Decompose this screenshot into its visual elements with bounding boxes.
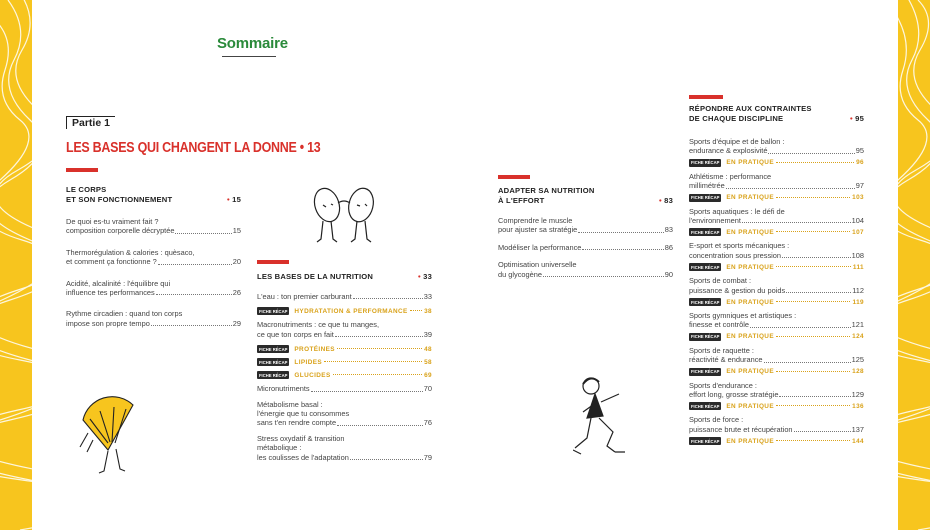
toc-entry-last-line bbox=[257, 292, 432, 301]
toc-entry-last-line bbox=[257, 453, 432, 462]
toc-entry-line: Micronutriments bbox=[257, 384, 310, 394]
dotted-leader bbox=[543, 270, 664, 277]
section-heading[interactable] bbox=[689, 104, 864, 124]
toc-entry-line: E-sport et sports mécaniques : bbox=[689, 241, 790, 251]
toc-entry-line: Sports d'équipe et de ballon : bbox=[689, 137, 785, 146]
section-accent-bar bbox=[689, 95, 723, 99]
page-number: 29 bbox=[232, 318, 241, 328]
toc-entry[interactable] bbox=[689, 172, 864, 191]
fiche-recap-item[interactable] bbox=[689, 194, 864, 202]
dotted-leader bbox=[776, 336, 850, 337]
dotted-leader bbox=[726, 181, 855, 188]
dotted-leader bbox=[786, 286, 851, 293]
page-number: 111 bbox=[852, 263, 864, 271]
section-heading-line: DE CHAQUE DISCIPLINE bbox=[689, 114, 784, 123]
page-number: 79 bbox=[423, 452, 432, 462]
toc-entry-line: Acidité, alcalinité : l'équilibre qui bbox=[66, 278, 171, 288]
fiche-recap-badge: FICHE RÉCAP bbox=[691, 229, 720, 235]
toc-entry[interactable] bbox=[689, 276, 864, 295]
toc-entry-last-line bbox=[689, 286, 864, 295]
dotted-leader bbox=[175, 226, 231, 233]
bullet-dot: • bbox=[658, 196, 665, 205]
toc-entry-line: réactivité & endurance bbox=[689, 355, 763, 365]
toc-entry-last-line bbox=[257, 330, 432, 339]
section-page-number bbox=[659, 196, 673, 206]
page-number: 83 bbox=[664, 196, 673, 205]
runner-illustration bbox=[573, 372, 643, 472]
toc-entry-last-line bbox=[66, 226, 241, 235]
dotted-leader bbox=[776, 231, 850, 232]
section-heading-line: ADAPTER SA NUTRITION bbox=[498, 186, 595, 195]
toc-entry[interactable] bbox=[257, 320, 432, 339]
toc-entry-line: pour ajuster sa stratégie bbox=[498, 225, 578, 235]
toc-entry-line: Optimisation universelle bbox=[498, 260, 577, 270]
left-page-edge bbox=[0, 0, 32, 530]
fiche-recap-item[interactable] bbox=[689, 298, 864, 306]
fiche-recap-item[interactable] bbox=[689, 368, 864, 376]
section-heading[interactable] bbox=[257, 272, 432, 282]
fiche-recap-item[interactable] bbox=[257, 345, 432, 353]
toc-entry[interactable] bbox=[689, 241, 864, 260]
page-number: 136 bbox=[852, 402, 864, 410]
bullet-dot: • bbox=[226, 195, 233, 204]
dotted-leader bbox=[776, 162, 854, 163]
toc-entry[interactable] bbox=[66, 248, 241, 267]
section-heading-line: RÉPONDRE AUX CONTRAINTES bbox=[689, 104, 812, 113]
fiche-recap-item[interactable] bbox=[257, 307, 432, 315]
fiche-recap-badge: FICHE RÉCAP bbox=[691, 334, 720, 340]
page-number: 39 bbox=[423, 329, 432, 339]
toc-entry-line: impose son propre tempo bbox=[66, 318, 150, 328]
toc-entry-line: concentration sous pression bbox=[689, 250, 782, 260]
page-number: 15 bbox=[232, 226, 241, 236]
toc-entry-line: millimétrée bbox=[689, 181, 725, 191]
section-accent-bar bbox=[257, 260, 289, 264]
toc-entry-line: finesse et contrôle bbox=[689, 320, 749, 330]
page-number: 95 bbox=[855, 146, 864, 156]
page-number: 38 bbox=[424, 307, 432, 315]
dotted-leader bbox=[156, 288, 232, 295]
dotted-leader bbox=[337, 418, 423, 425]
page-number: 83 bbox=[664, 225, 673, 235]
section-page-number bbox=[850, 114, 864, 124]
toc-entry-line: l'énergie que tu consommes bbox=[257, 409, 350, 418]
toc-entry-last-line bbox=[689, 355, 864, 364]
toc-entry-last-line bbox=[66, 319, 241, 328]
fiche-recap-item[interactable] bbox=[689, 263, 864, 271]
right-page-edge bbox=[898, 0, 930, 530]
dotted-leader bbox=[337, 348, 422, 349]
toc-entry-last-line bbox=[689, 146, 864, 155]
page-number: 96 bbox=[856, 159, 864, 167]
fiche-recap-item[interactable] bbox=[689, 333, 864, 341]
toc-entry[interactable] bbox=[257, 384, 432, 393]
fiche-recap-badge: FICHE RÉCAP bbox=[259, 372, 288, 378]
fiche-recap-item[interactable] bbox=[689, 437, 864, 445]
toc-entry[interactable] bbox=[257, 400, 432, 428]
toc-entry-line: De quoi es-tu vraiment fait ? bbox=[66, 217, 159, 226]
fiche-recap-item[interactable] bbox=[257, 358, 432, 366]
toc-entry-line: et comment ça fonctionne ? bbox=[66, 257, 157, 267]
page-number: 86 bbox=[664, 242, 673, 252]
fiche-recap-item[interactable] bbox=[257, 371, 432, 379]
toc-entry-last-line bbox=[689, 320, 864, 329]
fiche-recap-label: EN PRATIQUE bbox=[726, 159, 774, 167]
toc-entry[interactable] bbox=[498, 216, 673, 235]
toc-entry-line: influence tes performances bbox=[66, 288, 155, 297]
fiche-recap-label: GLUCIDES bbox=[294, 371, 331, 379]
dotted-leader bbox=[350, 453, 423, 460]
page-number: 33 bbox=[423, 272, 432, 281]
dotted-leader bbox=[582, 243, 663, 250]
fiche-recap-badge: FICHE RÉCAP bbox=[691, 369, 720, 375]
toc-entry-line: Sports aquatiques : le défi de bbox=[689, 206, 785, 216]
fiche-recap-item[interactable] bbox=[689, 159, 864, 167]
dotted-leader bbox=[578, 225, 663, 232]
toc-entry-last-line bbox=[689, 251, 864, 260]
toc-entry-line: puissance brute et récupération bbox=[689, 424, 793, 434]
page-number: 103 bbox=[852, 194, 864, 202]
toc-entry-line: Modéliser la performance bbox=[498, 242, 582, 252]
toc-entry-line: Macronutriments : ce que tu manges, bbox=[257, 320, 380, 330]
fiche-recap-badge: FICHE RÉCAP bbox=[691, 299, 720, 305]
section-heading[interactable] bbox=[498, 186, 673, 206]
fiche-recap-badge: FICHE RÉCAP bbox=[259, 308, 288, 314]
section-accent-bar bbox=[66, 168, 98, 172]
toc-entry-line: L'eau : ton premier carburant bbox=[257, 292, 352, 301]
section-heading-line: LES BASES DE LA NUTRITION bbox=[257, 272, 374, 281]
fiche-recap-label: HYDRATATION & PERFORMANCE bbox=[294, 307, 408, 315]
section-heading-line: LE CORPS bbox=[66, 185, 107, 194]
toc-entry[interactable] bbox=[66, 309, 241, 328]
toc-entry[interactable] bbox=[498, 243, 673, 252]
fiche-recap-badge: FICHE RÉCAP bbox=[691, 438, 720, 444]
dotted-leader bbox=[353, 292, 423, 299]
toc-entry-line: Rythme circadien : quand ton corps bbox=[66, 309, 183, 319]
toc-entry-line: les coulisses de l'adaptation bbox=[257, 452, 349, 462]
fiche-recap-label: EN PRATIQUE bbox=[726, 333, 774, 341]
toc-entry-line: Sports d'endurance : bbox=[689, 380, 757, 390]
fiche-recap-label: EN PRATIQUE bbox=[726, 437, 774, 445]
title-underline bbox=[222, 56, 276, 57]
toc-entry-last-line bbox=[498, 270, 673, 279]
mascot-illustration bbox=[305, 183, 385, 253]
toc-entry-line: puissance & gestion du poids bbox=[689, 285, 786, 295]
page-number: 90 bbox=[664, 269, 673, 279]
toc-entry-line: Sports de combat : bbox=[689, 276, 752, 286]
fiche-recap-label: EN PRATIQUE bbox=[726, 194, 774, 202]
dotted-leader bbox=[776, 266, 851, 267]
page-number: 112 bbox=[852, 285, 864, 295]
toc-entry-line: composition corporelle décryptée bbox=[66, 226, 175, 236]
dotted-leader bbox=[782, 251, 851, 258]
page-number: 108 bbox=[851, 250, 864, 260]
section-page-number bbox=[227, 195, 241, 205]
toc-entry-line: Athlétisme : performance bbox=[689, 171, 772, 181]
page-number: 119 bbox=[852, 298, 864, 306]
section-page-number bbox=[418, 272, 432, 282]
page-number: 69 bbox=[424, 371, 432, 379]
dotted-leader bbox=[794, 425, 851, 432]
pattern-decoration bbox=[0, 0, 32, 530]
fiche-recap-badge: FICHE RÉCAP bbox=[259, 359, 288, 365]
page-number: 95 bbox=[855, 114, 864, 123]
toc-entry-last-line bbox=[689, 390, 864, 399]
page-number: 97 bbox=[855, 181, 864, 191]
page-number: 20 bbox=[232, 257, 241, 267]
dotted-leader bbox=[764, 355, 851, 362]
page-number: 144 bbox=[852, 437, 864, 445]
toc-entry-line: endurance & explosivité bbox=[689, 146, 768, 156]
toc-entry-line: ce que ton corps en fait bbox=[257, 329, 334, 339]
fiche-recap-badge: FICHE RÉCAP bbox=[691, 264, 720, 270]
dotted-leader bbox=[742, 216, 851, 223]
dotted-leader bbox=[410, 310, 422, 311]
dotted-leader bbox=[335, 330, 423, 337]
fiche-recap-label: PROTÉINES bbox=[294, 345, 335, 353]
dotted-leader bbox=[776, 301, 850, 302]
fiche-recap-label: EN PRATIQUE bbox=[726, 368, 774, 376]
toc-entry-last-line bbox=[66, 257, 241, 266]
part-title: LES BASES QUI CHANGENT LA DONNE • 13 bbox=[66, 140, 321, 156]
dotted-leader bbox=[333, 374, 422, 375]
toc-entry[interactable] bbox=[66, 217, 241, 236]
toc-entry-line: Métabolisme basal : bbox=[257, 399, 323, 409]
fiche-recap-label: EN PRATIQUE bbox=[726, 263, 774, 271]
dotted-leader bbox=[779, 390, 850, 397]
fiche-recap-badge: FICHE RÉCAP bbox=[691, 403, 720, 409]
toc-entry[interactable] bbox=[257, 292, 432, 301]
page-number: 121 bbox=[851, 320, 864, 330]
toc-entry-line: sans t'en rendre compte bbox=[257, 418, 337, 428]
dotted-leader bbox=[750, 320, 851, 327]
toc-entry-line: Sports de force : bbox=[689, 415, 744, 425]
section-accent-bar bbox=[498, 175, 530, 179]
page-number: 107 bbox=[852, 228, 864, 236]
toc-entry[interactable] bbox=[689, 311, 864, 330]
toc-entry-line: l'environnement bbox=[689, 216, 741, 225]
fiche-recap-label: EN PRATIQUE bbox=[726, 402, 774, 410]
page-number: 104 bbox=[851, 216, 864, 225]
toc-entry[interactable] bbox=[689, 381, 864, 400]
page-number: 76 bbox=[423, 418, 432, 428]
toc-entry-line: métabolique : bbox=[257, 443, 302, 453]
bullet-dot: • bbox=[849, 114, 856, 123]
toc-entry-last-line bbox=[257, 418, 432, 427]
page-number: 125 bbox=[851, 355, 864, 365]
toc-entry-line: du glycogène bbox=[498, 269, 542, 279]
toc-entry-last-line bbox=[689, 425, 864, 434]
toc-entry[interactable] bbox=[66, 279, 241, 298]
toc-entry[interactable] bbox=[689, 137, 864, 156]
section-heading-line: ET SON FONCTIONNEMENT bbox=[66, 195, 173, 204]
dotted-leader bbox=[776, 405, 850, 406]
page-number: 26 bbox=[232, 288, 241, 297]
fiche-recap-badge: FICHE RÉCAP bbox=[691, 195, 720, 201]
toc-entry-last-line bbox=[689, 181, 864, 190]
fiche-recap-label: LIPIDES bbox=[294, 358, 323, 366]
dotted-leader bbox=[151, 319, 232, 326]
section-heading-line: À L'EFFORT bbox=[498, 196, 545, 205]
toc-entry-last-line bbox=[66, 288, 241, 297]
section-heading[interactable] bbox=[66, 185, 241, 205]
dotted-leader bbox=[776, 197, 850, 198]
toc-entry-last-line bbox=[498, 225, 673, 234]
toc-entry-line: Thermorégulation & calories : quèsaco, bbox=[66, 247, 195, 257]
toc-entry-line: Stress oxydatif & transition bbox=[257, 433, 345, 443]
toc-entry[interactable] bbox=[689, 207, 864, 226]
toc-entry[interactable] bbox=[257, 434, 432, 462]
page-title: Sommaire bbox=[217, 35, 288, 52]
page-number: 58 bbox=[424, 358, 432, 366]
page-number: 70 bbox=[423, 384, 432, 394]
toc-entry[interactable] bbox=[498, 260, 673, 279]
fiche-recap-badge: FICHE RÉCAP bbox=[691, 160, 720, 166]
fiche-recap-item[interactable] bbox=[689, 228, 864, 236]
toc-entry[interactable] bbox=[689, 346, 864, 365]
dotted-leader bbox=[776, 371, 850, 372]
dotted-leader bbox=[768, 146, 854, 153]
dotted-leader bbox=[776, 440, 850, 441]
dotted-leader bbox=[158, 257, 232, 264]
page-number: 48 bbox=[424, 345, 432, 353]
toc-entry[interactable] bbox=[689, 415, 864, 434]
dotted-leader bbox=[311, 384, 423, 391]
page-number: 15 bbox=[232, 195, 241, 204]
fiche-recap-label: EN PRATIQUE bbox=[726, 228, 774, 236]
pattern-decoration bbox=[898, 0, 930, 530]
toc-entry-last-line bbox=[257, 384, 432, 393]
toc-entry-line: Sports de raquette : bbox=[689, 345, 754, 355]
page-number: 128 bbox=[852, 368, 864, 376]
page-number: 129 bbox=[851, 390, 864, 399]
toc-entry-line: effort long, grosse stratégie bbox=[689, 390, 779, 399]
page-number: 33 bbox=[423, 292, 432, 301]
part-label: Partie 1 bbox=[66, 116, 115, 129]
lemon-illustration bbox=[68, 385, 148, 475]
bullet-dot: • bbox=[417, 272, 424, 281]
toc-entry-last-line bbox=[689, 216, 864, 225]
page-number: 124 bbox=[852, 333, 864, 341]
toc-entry-line: Comprendre le muscle bbox=[498, 216, 573, 225]
fiche-recap-item[interactable] bbox=[689, 402, 864, 410]
fiche-recap-badge: FICHE RÉCAP bbox=[259, 346, 288, 352]
dotted-leader bbox=[324, 361, 422, 362]
toc-entry-last-line bbox=[498, 243, 673, 252]
toc-entry-line: Sports gymniques et artistiques : bbox=[689, 311, 797, 320]
page-number: 137 bbox=[851, 424, 864, 434]
fiche-recap-label: EN PRATIQUE bbox=[726, 298, 774, 306]
